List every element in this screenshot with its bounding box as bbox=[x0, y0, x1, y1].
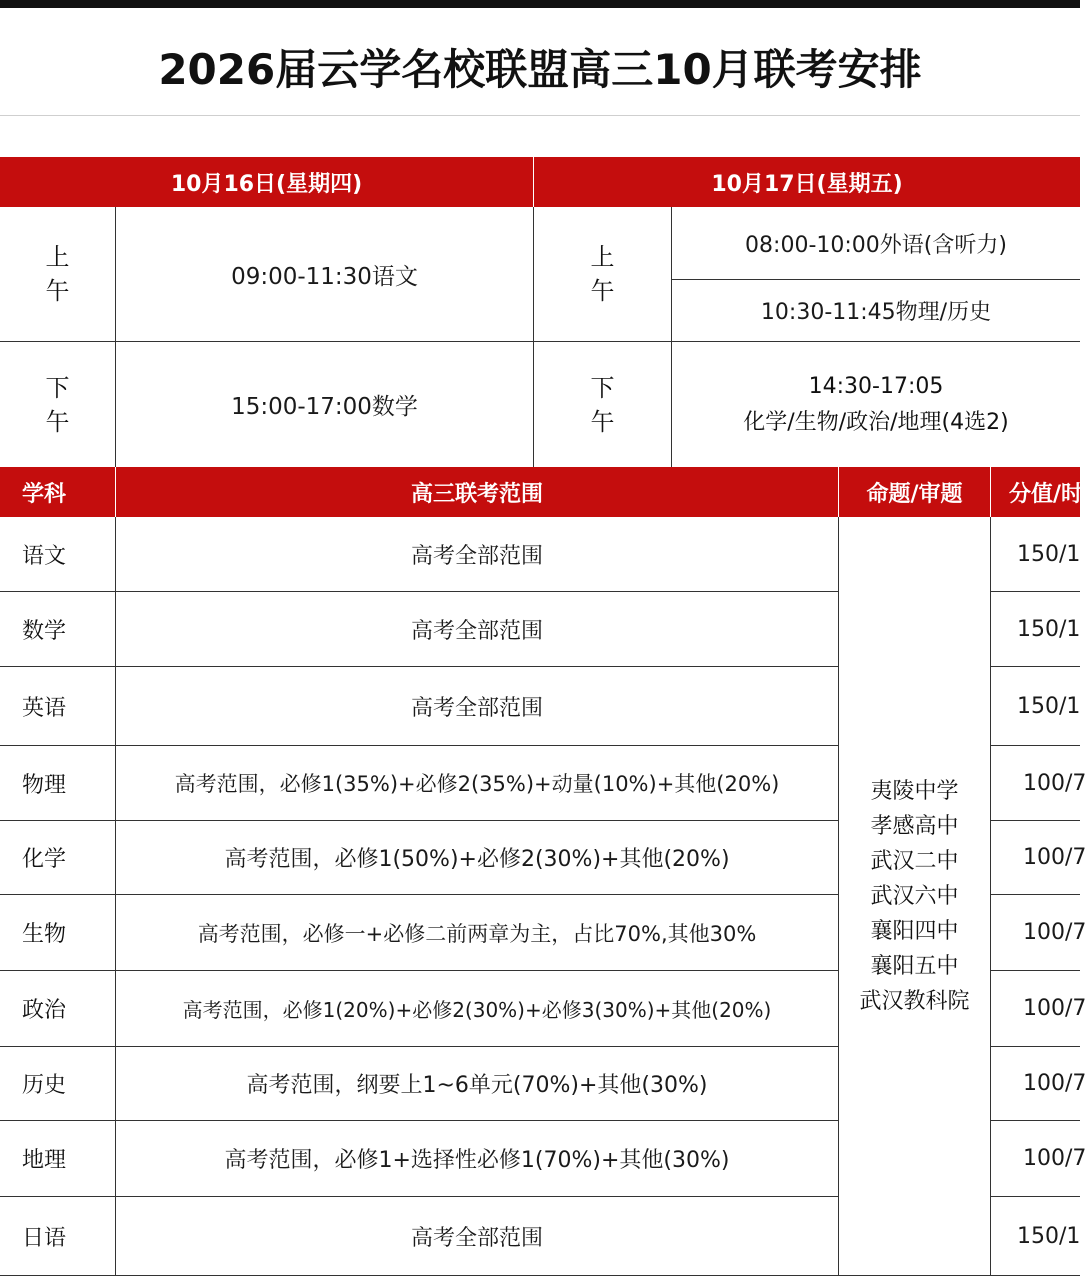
day1-am-label: 上 午 bbox=[45, 243, 70, 305]
row-subject: 生物 bbox=[22, 922, 67, 947]
header-separator bbox=[838, 467, 839, 517]
page-title: 2026届云学名校联盟高三10月联考安排 bbox=[158, 45, 922, 94]
author-school: 武汉教科院 bbox=[859, 988, 970, 1014]
row-scope: 高考全部范围 bbox=[410, 1225, 543, 1251]
day2-pm-exam bbox=[672, 342, 1080, 467]
day2-header: 10月17日(星期五) bbox=[534, 157, 1080, 207]
row-scope: 高考范围，纲要上1~6单元(70%)+其他(30%) bbox=[246, 1073, 708, 1098]
author-school: 襄阳四中 bbox=[870, 918, 959, 944]
day2-pm-subjects: 化学/生物/政治/地理(4选2) bbox=[743, 409, 1009, 435]
row-scope: 高考全部范围 bbox=[410, 695, 543, 721]
row-score: 100/7 bbox=[1023, 770, 1086, 796]
row-scope: 高考全部范围 bbox=[410, 543, 543, 569]
col-header-score: 分值/时 bbox=[991, 467, 1080, 517]
day2-pm-label: 下 午 bbox=[590, 373, 615, 436]
row-scope: 高考范围，必修1+选择性必修1(70%)+其他(30%) bbox=[224, 1148, 730, 1173]
row-subject: 英语 bbox=[22, 695, 67, 721]
grid-line bbox=[0, 1275, 1080, 1276]
day2-pm-time: 14:30-17:05 bbox=[808, 373, 944, 399]
day2-am-label: 上 午 bbox=[590, 243, 615, 305]
author-school: 孝感高中 bbox=[870, 813, 959, 839]
day2-am-exam-2: 10:30-11:45物理/历史 bbox=[760, 300, 992, 325]
row-score: 100/7 bbox=[1023, 1146, 1086, 1171]
row-score: 100/7 bbox=[1023, 920, 1086, 945]
row-score: 100/7 bbox=[1023, 996, 1086, 1021]
header-separator bbox=[990, 467, 991, 517]
row-subject: 地理 bbox=[22, 1148, 67, 1173]
row-score: 150/1 bbox=[1017, 541, 1081, 567]
day1-pm-exam: 15:00-17:00数学 bbox=[231, 394, 418, 420]
day2-am-exam-1: 08:00-10:00外语(含听力) bbox=[745, 232, 1007, 258]
row-subject: 历史 bbox=[22, 1073, 67, 1098]
author-school: 武汉六中 bbox=[870, 883, 959, 909]
author-school: 襄阳五中 bbox=[870, 953, 959, 979]
header-separator bbox=[533, 157, 534, 207]
day1-header: 10月16日(星期四) bbox=[0, 157, 533, 207]
author-school: 武汉二中 bbox=[870, 848, 959, 874]
row-score: 150/1 bbox=[1017, 616, 1081, 642]
header-separator bbox=[115, 467, 116, 517]
row-subject: 日语 bbox=[22, 1225, 67, 1251]
row-subject: 物理 bbox=[22, 772, 67, 798]
row-scope: 高考范围，必修1(35%)+必修2(35%)+动量(10%)+其他(20%) bbox=[174, 772, 780, 796]
day1-am-exam: 09:00-11:30语文 bbox=[231, 263, 418, 290]
title-divider bbox=[0, 115, 1080, 116]
row-subject: 政治 bbox=[22, 998, 67, 1023]
row-score: 150/1 bbox=[1017, 1223, 1081, 1249]
row-score: 100/7 bbox=[1023, 845, 1086, 870]
day1-pm-label: 下 午 bbox=[45, 373, 70, 436]
row-subject: 语文 bbox=[22, 543, 67, 569]
col-header-scope: 高三联考范围 bbox=[116, 467, 838, 517]
row-scope: 高考范围，必修1(50%)+必修2(30%)+其他(20%) bbox=[224, 847, 730, 872]
row-score: 150/1 bbox=[1017, 693, 1081, 719]
author-school: 夷陵中学 bbox=[870, 778, 959, 804]
top-bar bbox=[0, 0, 1080, 8]
col-header-subject: 学科 bbox=[0, 467, 115, 517]
row-score: 100/7 bbox=[1023, 1071, 1086, 1096]
row-scope: 高考范围，必修一+必修二前两章为主，占比70%,其他30% bbox=[197, 921, 757, 946]
row-subject: 化学 bbox=[22, 847, 67, 872]
authors-cell bbox=[839, 517, 990, 1275]
row-scope: 高考全部范围 bbox=[410, 618, 543, 644]
row-scope: 高考范围，必修1(20%)+必修2(30%)+必修3(30%)+其他(20%) bbox=[182, 998, 772, 1022]
col-header-authors: 命题/审题 bbox=[839, 467, 990, 517]
row-subject: 数学 bbox=[22, 618, 67, 644]
